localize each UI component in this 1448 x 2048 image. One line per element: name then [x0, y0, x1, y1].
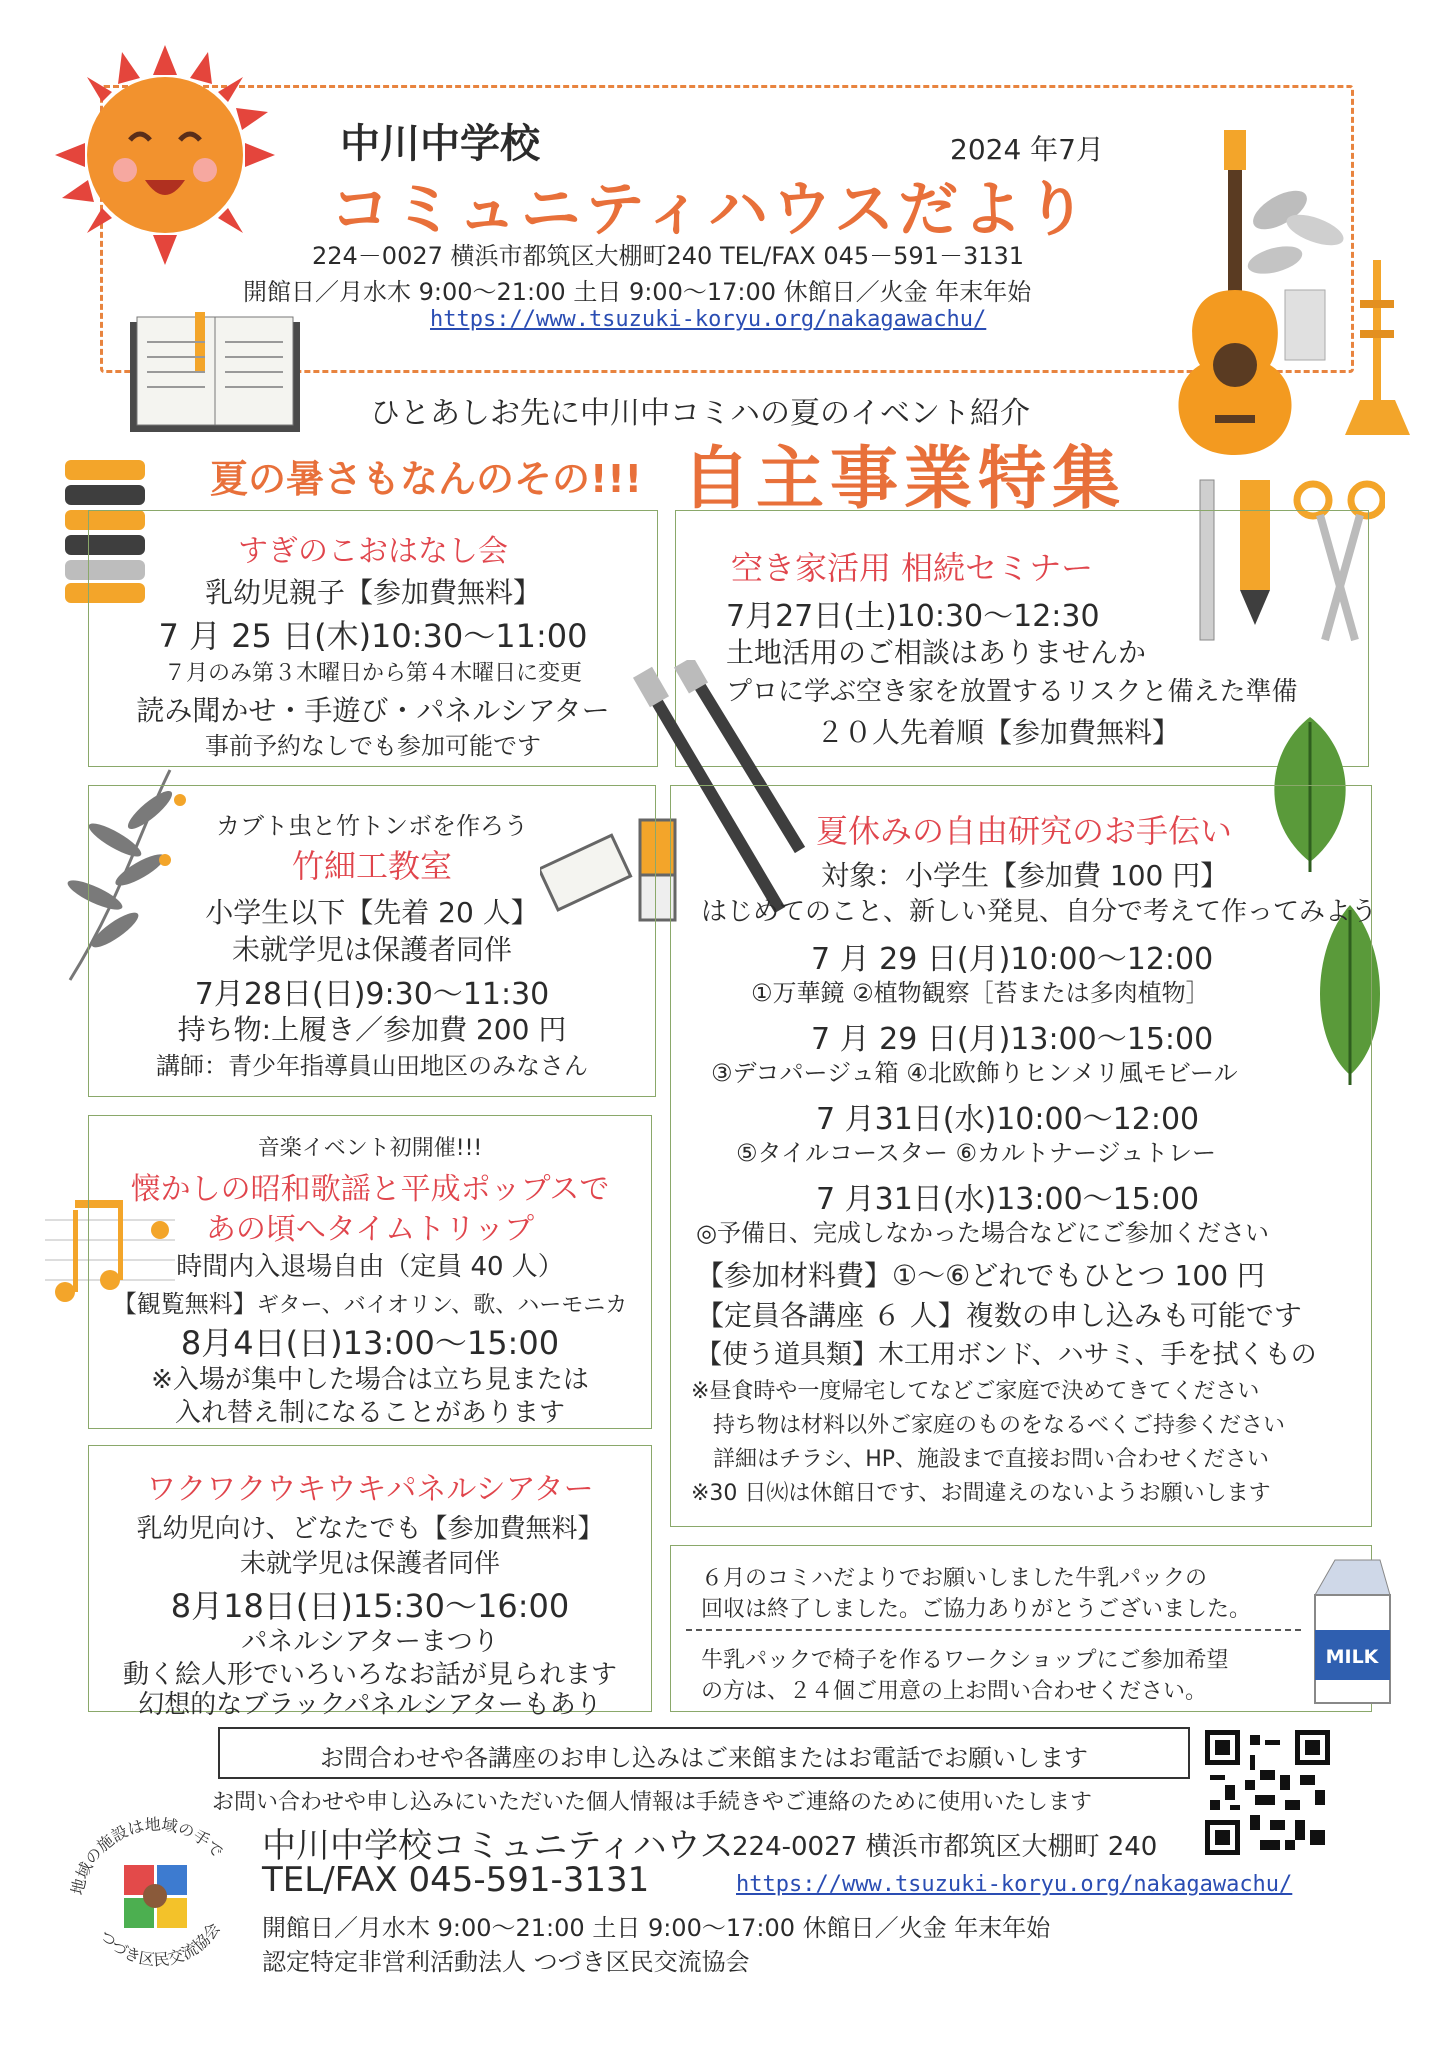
bamboo-target: 小学生以下【先着 20 人】	[205, 896, 539, 929]
footer-org-name: 中川中学校コミュニティハウス	[262, 1826, 734, 1866]
music-datetime: 8月4日(日)13:00～15:00	[180, 1324, 560, 1362]
music-free-row	[89, 1284, 651, 1319]
bamboo-datetime: 7月28日(日)9:30～11:30	[194, 977, 550, 1012]
session-3-datetime: 7 月31日(水)10:00～12:00	[816, 1102, 1200, 1137]
footer-hours: 開館日／月水木 9:00～21:00 土日 9:00～17:00 休館日／火金 年末年始	[262, 1914, 1051, 1942]
bamboo-title: 竹細工教室	[291, 847, 452, 885]
summer-cap-row	[696, 1294, 1302, 1334]
school-name: 中川中学校	[340, 121, 540, 167]
summer-note-3: 詳細はチラシ、HP、施設まで直接お問い合わせください	[713, 1447, 1270, 1472]
summer-fee-row	[696, 1254, 1265, 1294]
music-instruments: ギター、バイオリン、歌、ハーモニカ	[256, 1293, 628, 1318]
milk-carton-label: MILK	[1325, 1646, 1379, 1668]
storytime-title: すぎのこおはなし会	[238, 534, 508, 569]
bamboo-guardian: 未就学児は保護者同伴	[231, 933, 512, 966]
music-title-1: 懐かしの昭和歌謡と平成ポップスで	[130, 1172, 610, 1207]
summer-note-4: ※30 日㈫は休館日です、お間違えのないようお願いします	[691, 1481, 1271, 1506]
panel-target: 乳幼児向け、どなたでも【参加費無料】	[136, 1514, 604, 1544]
logo-top-text: 地域の施設は地域の手で	[67, 1814, 228, 1897]
session-4-datetime: 7 月31日(水)13:00～15:00	[816, 1182, 1200, 1217]
event-bamboo-box	[88, 785, 656, 1097]
music-lead: 音楽イベント初開催!!!	[257, 1136, 483, 1161]
session-2-datetime: 7 月 29 日(月)13:00～15:00	[811, 1022, 1214, 1057]
summer-note-2: 持ち物は材料以外ご家庭のものをなるべくご持参ください	[713, 1413, 1286, 1438]
footer-url-link[interactable]: https://www.tsuzuki-koryu.org/nakagawachu/	[736, 1872, 1293, 1897]
music-entry: 時間内入退場自由（定員 40 人）	[176, 1252, 564, 1282]
milk-carton-icon	[1305, 1555, 1400, 1705]
issue-date: 2024 年7月	[950, 133, 1104, 166]
music-note-1: ※入場が集中した場合は立ち見または	[151, 1365, 589, 1395]
book-icon	[125, 312, 305, 437]
footer-tel: TEL/FAX 045-591-3131	[262, 1860, 650, 1900]
sun-icon	[50, 40, 280, 270]
session-2-items: ③デコパージュ箱 ④北欧飾りヒンメリ風モビール	[711, 1059, 1238, 1087]
event-storytime-box	[88, 510, 658, 767]
event-summer-box	[670, 785, 1378, 1527]
milk-line-1: ６月のコミハだよりでお願いしました牛乳パックの	[701, 1566, 1208, 1591]
intro-lead: ひとあしお先に中川中コミハの夏のイベント紹介	[370, 396, 1030, 431]
session-1-items: ①万華鏡 ②植物観察［苔または多肉植物］	[751, 979, 1210, 1007]
milk-line-3: 牛乳パックで椅子を作るワークショップにご参加希望	[701, 1648, 1229, 1673]
contact-box-text: お問合わせや各講座のお申し込みはご来館またはお電話でお願いします	[320, 1744, 1088, 1772]
contact-box	[218, 1727, 1190, 1779]
panel-line-2: 幻想的なブラックパネルシアターもあり	[138, 1690, 602, 1720]
header-address: 224－0027 横浜市都筑区大棚町240 TEL/FAX 045－591－3131	[312, 242, 1025, 270]
summer-cap-label: 【定員各講座 ６ 人】	[696, 1299, 966, 1332]
storytime-target: 乳幼児親子【参加費無料】	[204, 576, 541, 609]
summer-tools-label: 【使う道具類】	[696, 1340, 879, 1370]
summer-note-1: ※昼食時や一度帰宅してなどご家庭で決めてきてください	[691, 1379, 1260, 1404]
storytime-content: 読み聞かせ・手遊び・パネルシアター	[136, 694, 610, 727]
footer-npo: 認定特定非営利活動法人 つづき区民交流協会	[262, 1948, 750, 1976]
panel-guardian: 未就学児は保護者同伴	[239, 1549, 500, 1579]
session-1-datetime: 7 月 29 日(月)10:00～12:00	[811, 942, 1214, 977]
milk-divider	[686, 1629, 1301, 1631]
summer-fee-label: 【参加材料費】	[696, 1259, 893, 1292]
intro-catch: 夏の暑さもなんのその!!!	[210, 457, 642, 501]
panel-datetime: 8月18日(日)15:30～16:00	[170, 1587, 570, 1625]
storytime-reservation: 事前予約なしでも参加可能です	[205, 732, 541, 760]
panel-line-1: 動く絵人形でいろいろなお話が見られます	[122, 1660, 617, 1690]
seminar-title: 空き家活用 相続セミナー	[731, 549, 1094, 587]
org-logo	[62, 1810, 252, 1980]
feature-title: 自主事業特集	[682, 440, 1127, 519]
seminar-line2: プロに学ぶ空き家を放置するリスクと備えた準備	[726, 677, 1298, 707]
qr-code-icon[interactable]	[1205, 1730, 1330, 1855]
bamboo-bring: 持ち物:上履き／参加費 200 円	[177, 1013, 567, 1046]
seminar-line3: ２０人先着順【参加費無料】	[816, 716, 1181, 749]
milk-notice-box	[670, 1545, 1372, 1712]
plant-icon	[1240, 170, 1350, 370]
summer-target: 対象：小学生【参加費 100 円】	[821, 859, 1229, 892]
header-hours: 開館日／月水木 9:00～21:00 土日 9:00～17:00 休館日／火金 年末年始	[243, 278, 1032, 306]
seminar-line1: 土地活用のご相談はありませんか	[726, 636, 1147, 669]
summer-fee: ①～⑥どれでもひとつ 100 円	[892, 1259, 1265, 1292]
logo-bottom-text: つづき区民交流協会	[95, 1919, 224, 1970]
milk-line-2: 回収は終了しました。ご協力ありがとうございました。	[701, 1597, 1252, 1622]
session-3-items: ⑤タイルコースター ⑥カルトナージュトレー	[736, 1139, 1217, 1167]
privacy-note: お問い合わせや申し込みにいただいた個人情報は手続きやご連絡のために使用いたします	[212, 1790, 1093, 1815]
session-4-items: ◎予備日、完成しなかった場合などにご参加ください	[696, 1219, 1269, 1247]
seminar-datetime: 7月27日(土)10:30～12:30	[726, 599, 1100, 634]
milk-line-4: の方は、２４個ご用意の上お問い合わせください。	[701, 1679, 1208, 1704]
panel-name: パネルシアターまつり	[241, 1627, 499, 1657]
event-panel-box	[88, 1445, 652, 1720]
trumpet-icon	[1340, 250, 1415, 440]
bamboo-lead: カブト虫と竹トンボを作ろう	[216, 812, 528, 840]
summer-tools-row	[696, 1334, 1317, 1371]
event-music-box	[88, 1115, 652, 1429]
summer-title: 夏休みの自由研究のお手伝い	[816, 812, 1233, 850]
bamboo-lecturer: 講師：青少年指導員山田地区のみなさん	[156, 1052, 588, 1080]
summer-cap: 複数の申し込みも可能です	[965, 1299, 1302, 1332]
panel-title: ワクワクウキウキパネルシアター	[146, 1472, 594, 1507]
footer-address: 224-0027 横浜市都筑区大棚町 240	[732, 1832, 1158, 1862]
storytime-note: ７月のみ第３木曜日から第４木曜日に変更	[163, 661, 582, 686]
storytime-datetime: 7 月 25 日(木)10:30～11:00	[158, 617, 588, 655]
music-title-2: あの頃へタイムトリップ	[205, 1212, 535, 1247]
music-free-label: 【観覧無料】	[112, 1290, 257, 1318]
newsletter-title: コミュニティハウスだより	[330, 175, 1091, 245]
summer-lead: はじめてのこと、新しい発見、自分で考えて作ってみよう	[701, 897, 1378, 927]
header-url-link[interactable]: https://www.tsuzuki-koryu.org/nakagawachu/	[430, 307, 987, 332]
music-note-2: 入れ替え制になることがあります	[174, 1398, 565, 1428]
summer-tools: 木工用ボンド、ハサミ、手を拭くもの	[878, 1340, 1317, 1370]
